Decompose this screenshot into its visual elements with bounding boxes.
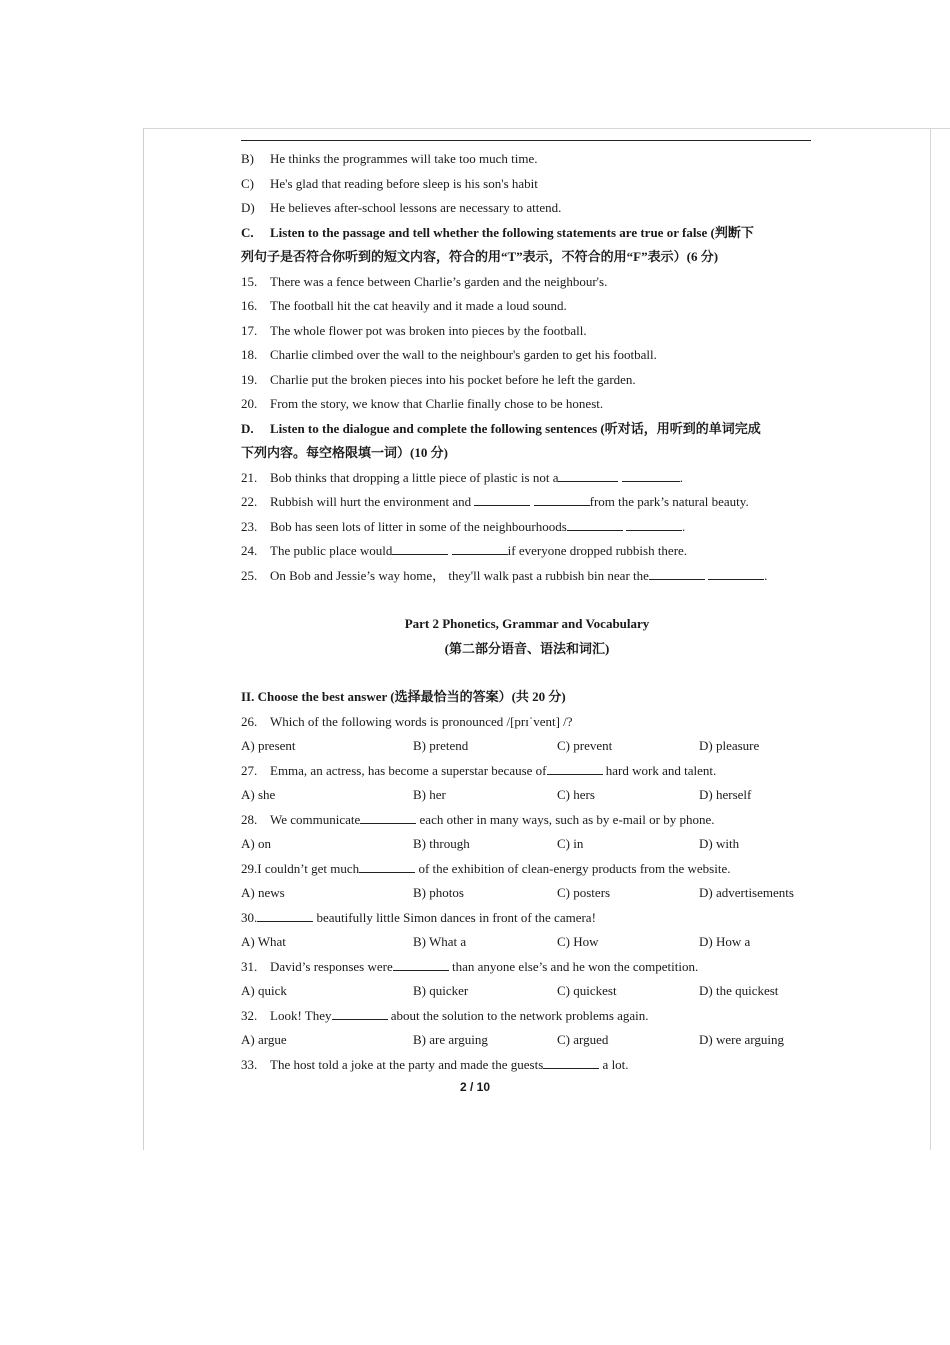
question-29-options xyxy=(241,881,813,906)
question-28-options xyxy=(241,832,813,857)
paper-left-edge xyxy=(143,128,144,1150)
option-a[interactable]: A) she xyxy=(241,787,276,802)
fill-sentence-21: 21. Bob thinks that dropping a little piece of plastic is not a . xyxy=(241,466,813,491)
section-d-instruction-cont: 下列内容。每空格限填一词）(10 分) xyxy=(241,445,448,460)
spacer xyxy=(241,588,813,612)
answer-blank[interactable] xyxy=(567,516,623,531)
answer-blank xyxy=(547,760,603,775)
statement-18: 18. Charlie climbed over the wall to the neighbour's garden to get his football. xyxy=(241,347,657,362)
statement-16: 16. The football hit the cat heavily and it made a loud sound. xyxy=(241,298,567,313)
option-a[interactable]: A) on xyxy=(241,836,271,851)
fill-sentence-22: 22. Rubbish will hurt the environment and from the park’s natural beauty. xyxy=(241,490,813,515)
option-b[interactable]: B) photos xyxy=(413,885,464,900)
question-26: 26. Which of the following words is pronounced /[prɪˈvent] /? xyxy=(241,713,573,729)
statement-19: 19. Charlie put the broken pieces into his pocket before he left the garden. xyxy=(241,371,636,387)
option-a[interactable]: A) What xyxy=(241,934,286,949)
section-c-instruction-cont: 列句子是否符合你听到的短文内容，符合的用“T”表示，不符合的用“F”表示）(6 分) xyxy=(241,249,719,264)
answer-blank[interactable] xyxy=(558,467,618,482)
answer-blank xyxy=(393,956,449,971)
statement-15: 15. There was a fence between Charlie’s garden and the neighbour's. xyxy=(241,273,608,289)
option-b[interactable]: B) pretend xyxy=(413,738,469,753)
answer-blank[interactable] xyxy=(452,540,508,555)
question-27-options xyxy=(241,783,813,808)
option-b[interactable]: B) her xyxy=(413,787,446,802)
part2-subtitle: (第二部分语音、语法和词汇) xyxy=(444,640,610,656)
part2-title: Part 2 Phonetics, Grammar and Vocabulary xyxy=(404,616,650,631)
question-28: 28. We communicate each other in many ways, such as by e-mail or by phone. xyxy=(241,808,813,833)
answer-blank[interactable] xyxy=(622,467,680,482)
option-b[interactable]: B) are arguing xyxy=(413,1032,488,1047)
option-c[interactable]: C) prevent xyxy=(557,738,613,753)
answer-blank xyxy=(543,1054,599,1069)
answer-blank xyxy=(257,907,313,922)
option-c[interactable]: C) How xyxy=(557,934,599,949)
option-b[interactable]: B) What a xyxy=(413,934,467,949)
statement-17: 17. The whole flower pot was broken into pieces by the football. xyxy=(241,322,587,338)
option-c[interactable]: C) hers xyxy=(557,787,595,802)
fill-sentence-25: 25. On Bob and Jessie’s way home， they'll walk past a rubbish bin near the . xyxy=(241,564,813,589)
question-27: 27. Emma, an actress, has become a superstar because of hard work and talent. xyxy=(241,759,813,784)
option-c[interactable]: C) quickest xyxy=(557,983,617,998)
question-30-options xyxy=(241,930,813,955)
answer-blank[interactable] xyxy=(534,491,590,506)
section-ii-title: II. Choose the best answer (选择最恰当的答案）(共 20 分) xyxy=(241,689,566,704)
exam-page-content xyxy=(241,147,813,1077)
option-a[interactable]: A) argue xyxy=(241,1032,287,1047)
option-a[interactable]: A) news xyxy=(241,885,285,900)
q14-option-c: C) He's glad that reading before sleep is his son's habit xyxy=(241,175,538,191)
section-d-instruction: D. Listen to the dialogue and complete the following sentences (听对话，用听到的单词完成 xyxy=(241,420,761,436)
statement-20: 20. From the story, we know that Charlie finally chose to be honest. xyxy=(241,396,604,411)
question-32-options xyxy=(241,1028,813,1053)
page-number: 2 / 10 xyxy=(459,1080,491,1094)
option-c[interactable]: C) argued xyxy=(557,1032,609,1047)
question-33: 33. The host told a joke at the party and made the guests a lot. xyxy=(241,1053,813,1078)
q14-option-d: D) He believes after-school lessons are necessary to attend. xyxy=(241,200,562,215)
fill-sentence-23: 23. Bob has seen lots of litter in some of the neighbourhoods . xyxy=(241,515,813,540)
paper-top-edge xyxy=(143,128,950,129)
option-d[interactable]: D) were arguing xyxy=(699,1032,784,1047)
q14-option-b: B) He thinks the programmes will take too much time. xyxy=(241,151,538,166)
answer-blank xyxy=(360,809,416,824)
answer-blank[interactable] xyxy=(626,516,682,531)
answer-blank[interactable] xyxy=(649,565,705,580)
option-d[interactable]: D) How a xyxy=(699,934,751,949)
option-d[interactable]: D) the quickest xyxy=(699,983,779,998)
question-31-options xyxy=(241,979,813,1004)
answer-blank[interactable] xyxy=(474,491,530,506)
option-c[interactable]: C) posters xyxy=(557,885,611,900)
option-b[interactable]: B) through xyxy=(413,836,470,851)
question-32: 32. Look! They about the solution to the network problems again. xyxy=(241,1004,813,1029)
option-b[interactable]: B) quicker xyxy=(413,983,469,998)
question-26-options xyxy=(241,734,813,759)
answer-blank[interactable] xyxy=(708,565,764,580)
question-29: 29.I couldn’t get much of the exhibition of clean-energy products from the website. xyxy=(241,857,813,882)
question-31: 31. David’s responses were than anyone else’s and he won the competition. xyxy=(241,955,813,980)
answer-blank xyxy=(359,858,415,873)
fill-sentence-24: 24. The public place would if everyone dropped rubbish there. xyxy=(241,539,813,564)
answer-blank xyxy=(332,1005,388,1020)
option-d[interactable]: D) pleasure xyxy=(699,738,760,753)
option-a[interactable]: A) present xyxy=(241,738,296,753)
question-30: 30. beautifully little Simon dances in front of the camera! xyxy=(241,906,813,931)
option-d[interactable]: D) advertisements xyxy=(699,885,794,900)
option-c[interactable]: C) in xyxy=(557,836,584,851)
option-a[interactable]: A) quick xyxy=(241,983,287,998)
paper-right-edge xyxy=(930,128,931,1150)
option-d[interactable]: D) with xyxy=(699,836,740,851)
section-c-instruction: C. Listen to the passage and tell whether the following statements are true or false (判断下 xyxy=(241,224,754,240)
option-d[interactable]: D) herself xyxy=(699,787,752,802)
header-rule xyxy=(241,140,811,141)
spacer xyxy=(241,661,813,685)
answer-blank[interactable] xyxy=(392,540,448,555)
